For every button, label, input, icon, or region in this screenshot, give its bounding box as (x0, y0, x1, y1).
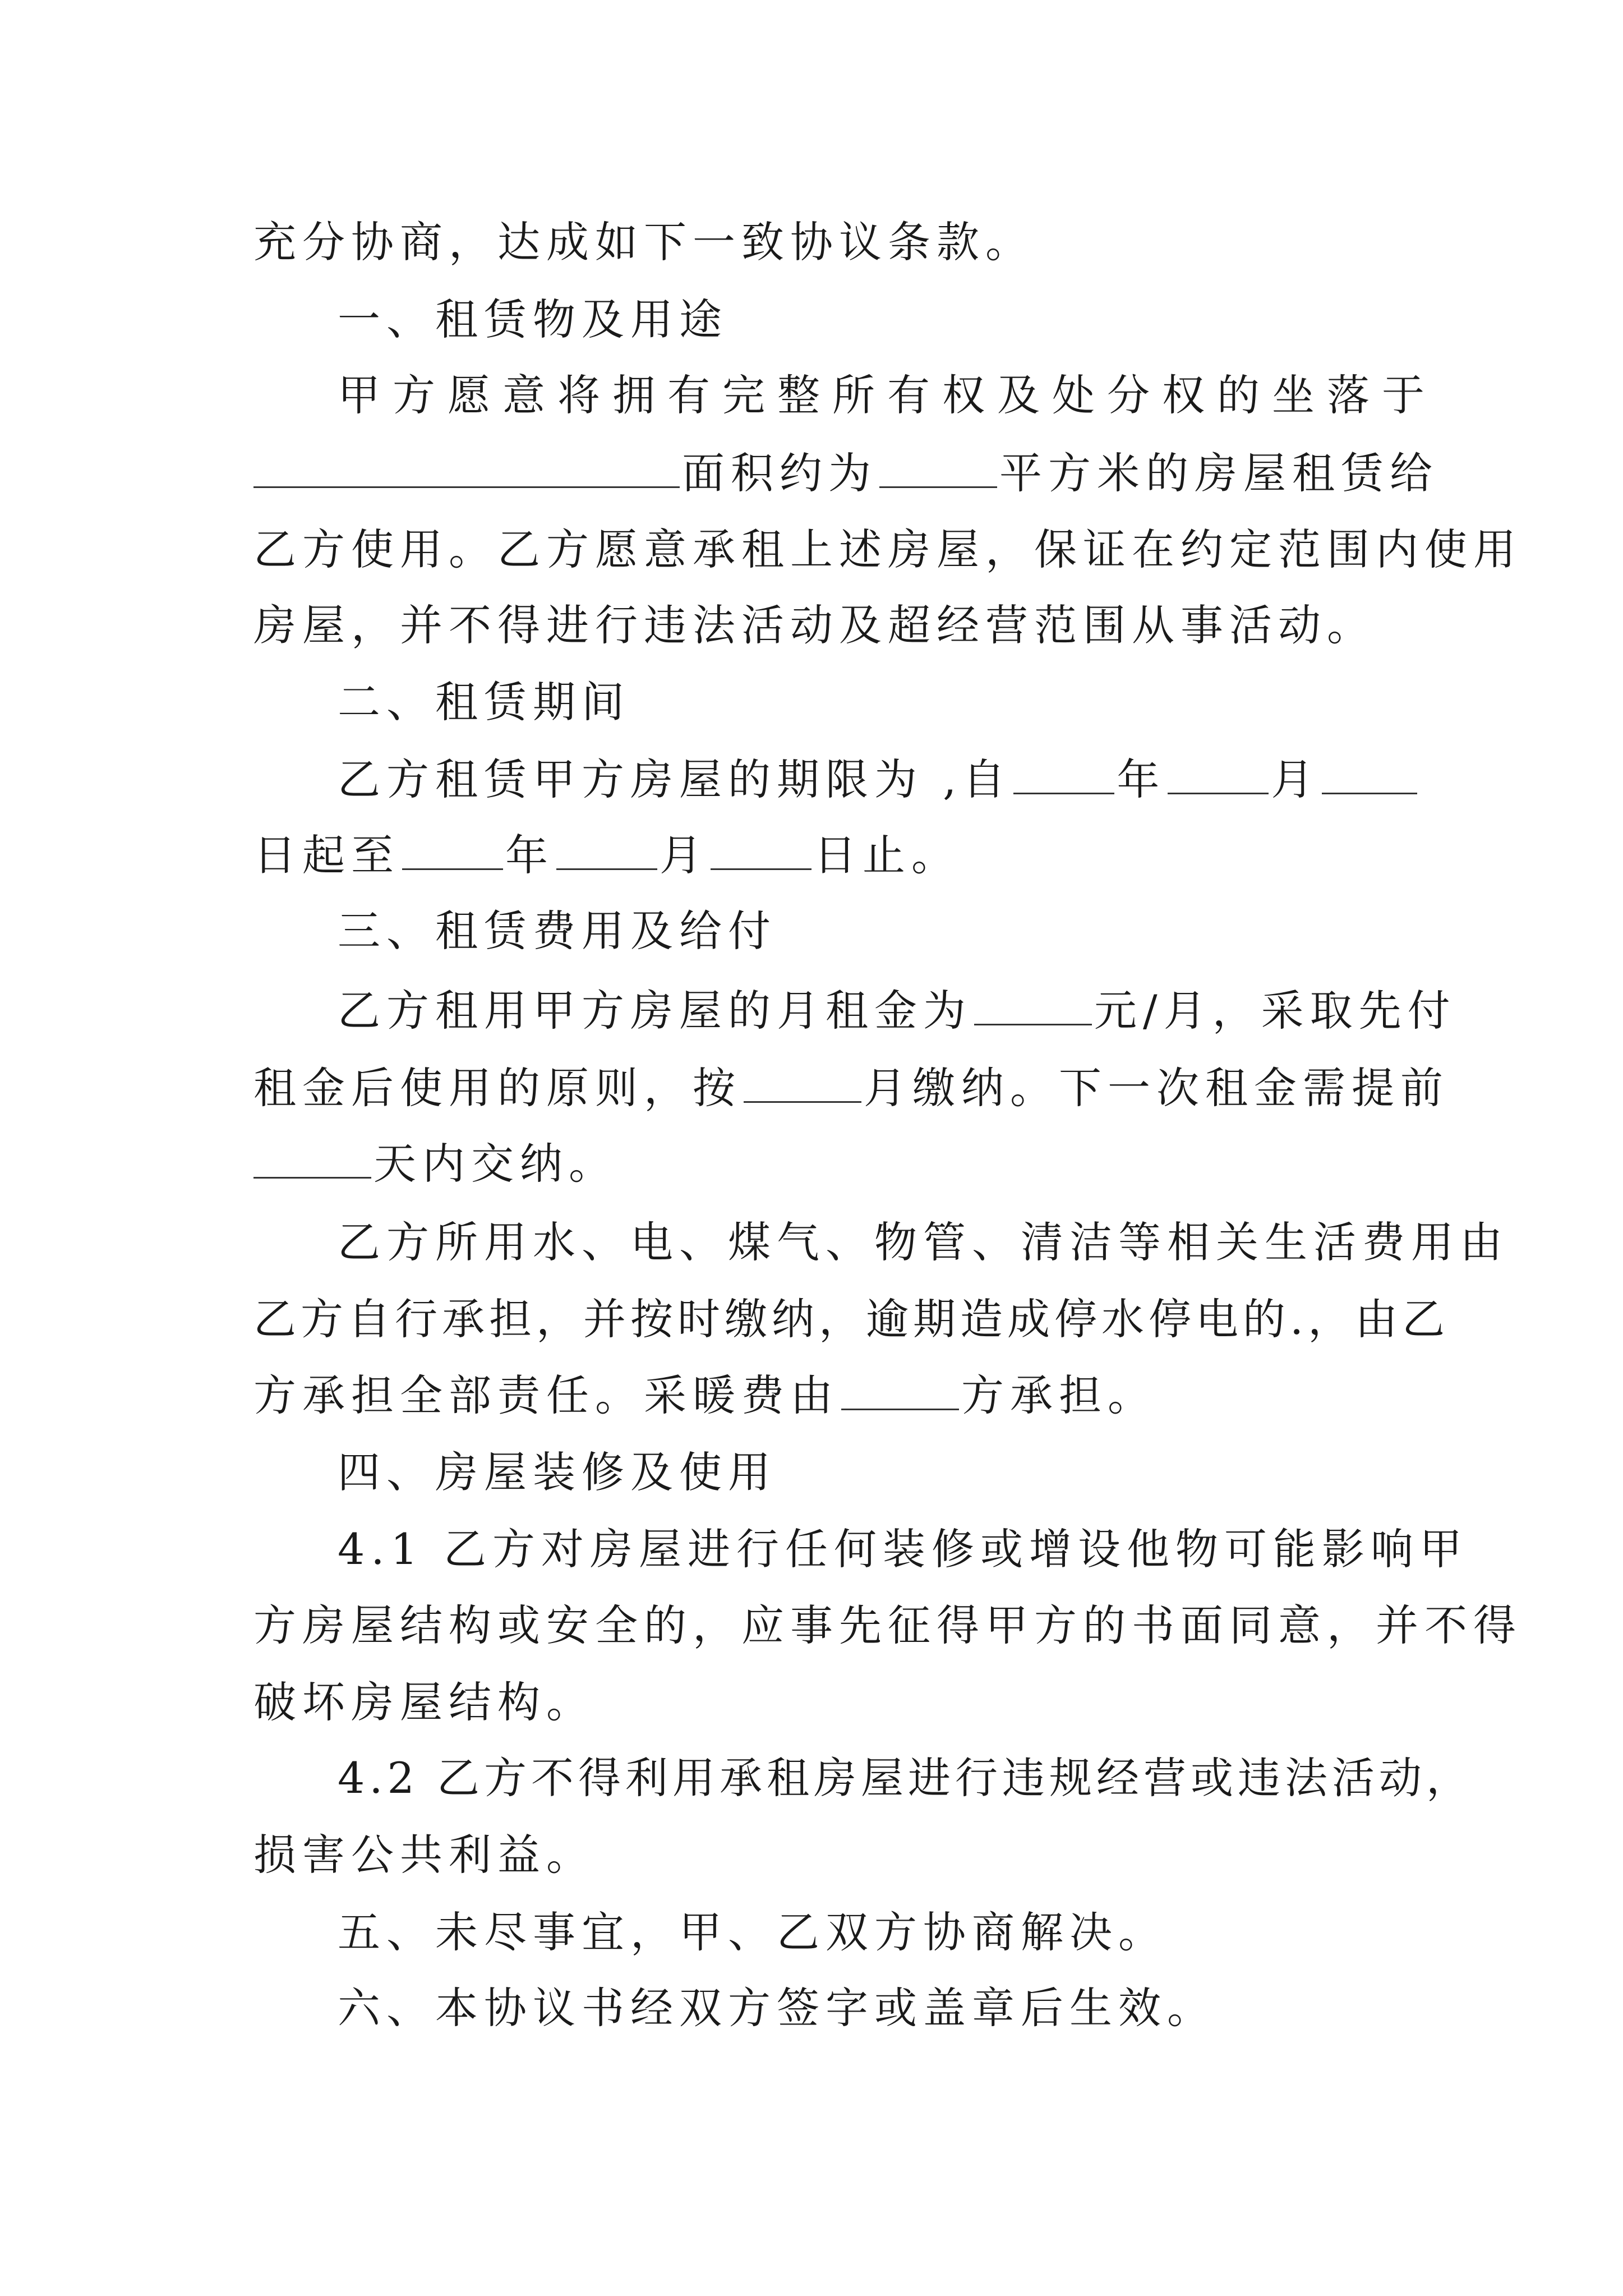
text-fragment: 月缴纳。下一次租金需提前 (864, 1063, 1449, 1113)
blank-rent (974, 989, 1092, 1025)
section-heading-3: 三、租赁费用及给付 (338, 906, 777, 956)
paragraph-line: 破坏房屋结构。 (253, 1677, 595, 1727)
blank-end-month (556, 834, 657, 870)
paragraph-line: 房屋，并不得进行违法活动及超经营范围从事活动。 (253, 600, 1376, 650)
text-fragment: 年 (505, 830, 554, 880)
paragraph-line (338, 746, 1392, 813)
section-heading-1: 一、租赁物及用途 (338, 295, 728, 344)
paragraph-line: 4.2 乙方不得利用承租房屋进行违规经营或违法活动， (338, 1753, 1474, 1803)
blank-start-year (1013, 758, 1114, 794)
blank-end-day (711, 834, 811, 870)
text-fragment: 方承担。 (961, 1370, 1156, 1420)
blank-start-day (1322, 758, 1417, 794)
paragraph-line: 充分协商，达成如下一致协议条款。 (253, 217, 1034, 267)
text-fragment: 月 (1271, 754, 1320, 804)
blank-area (879, 452, 997, 488)
paragraph-line: 损害公共利益。 (253, 1830, 595, 1880)
paragraph-line: 甲方愿意将拥有完整所有权及处分权的坐落于 (338, 370, 1437, 420)
text-fragment: 乙方租赁甲方房屋的期限为 ,自 (338, 754, 1012, 804)
paragraph-line: 乙方所用水、电、煤气、物管、清洁等相关生活费用由 (338, 1217, 1509, 1267)
section-heading-5: 五、未尽事宜，甲、乙双方协商解决。 (338, 1907, 1167, 1957)
text-fragment: 租金后使用的原则，按 (253, 1063, 741, 1113)
section-heading-2: 二、租赁期间 (338, 677, 630, 727)
blank-payment-period (744, 1066, 861, 1103)
paragraph-line (253, 1055, 1449, 1122)
text-fragment: 元/月，采取先付 (1094, 986, 1456, 1036)
blank-location (253, 452, 680, 488)
text-fragment: 日起至 (253, 830, 400, 880)
paragraph-line (253, 1130, 1392, 1198)
text-fragment: 方承担全部责任。采暖费由 (253, 1370, 839, 1420)
text-fragment: 面积约为 (682, 448, 877, 498)
paragraph-line (253, 822, 1392, 889)
blank-days (253, 1142, 371, 1179)
text-fragment: 乙方租用甲方房屋的月租金为 (338, 986, 972, 1036)
paragraph-line (253, 440, 1438, 507)
paragraph-line (253, 1362, 1392, 1429)
text-fragment: 年 (1117, 754, 1166, 804)
blank-end-year (402, 834, 503, 870)
paragraph-line: 方房屋结构或安全的，应事先征得甲方的书面同意，并不得 (253, 1600, 1522, 1650)
blank-heating-party (841, 1374, 959, 1410)
blank-start-month (1168, 758, 1269, 794)
text-fragment: 月 (660, 830, 708, 880)
paragraph-line: 乙方使用。乙方愿意承租上述房屋，保证在约定范围内使用 (253, 524, 1522, 574)
text-fragment: 天内交纳。 (374, 1139, 617, 1189)
paragraph-line (338, 977, 1456, 1045)
section-heading-4: 四、房屋装修及使用 (338, 1447, 777, 1497)
section-heading-6: 六、本协议书经双方签字或盖章后生效。 (338, 1983, 1216, 2033)
text-fragment: 平方米的房屋租赁给 (999, 448, 1438, 498)
text-fragment: 日止。 (814, 830, 960, 880)
paragraph-line: 乙方自行承担，并按时缴纳，逾期造成停水停电的.，由乙 (253, 1294, 1450, 1344)
paragraph-line: 4.1 乙方对房屋进行任何装修或增设他物可能影响甲 (338, 1524, 1469, 1574)
